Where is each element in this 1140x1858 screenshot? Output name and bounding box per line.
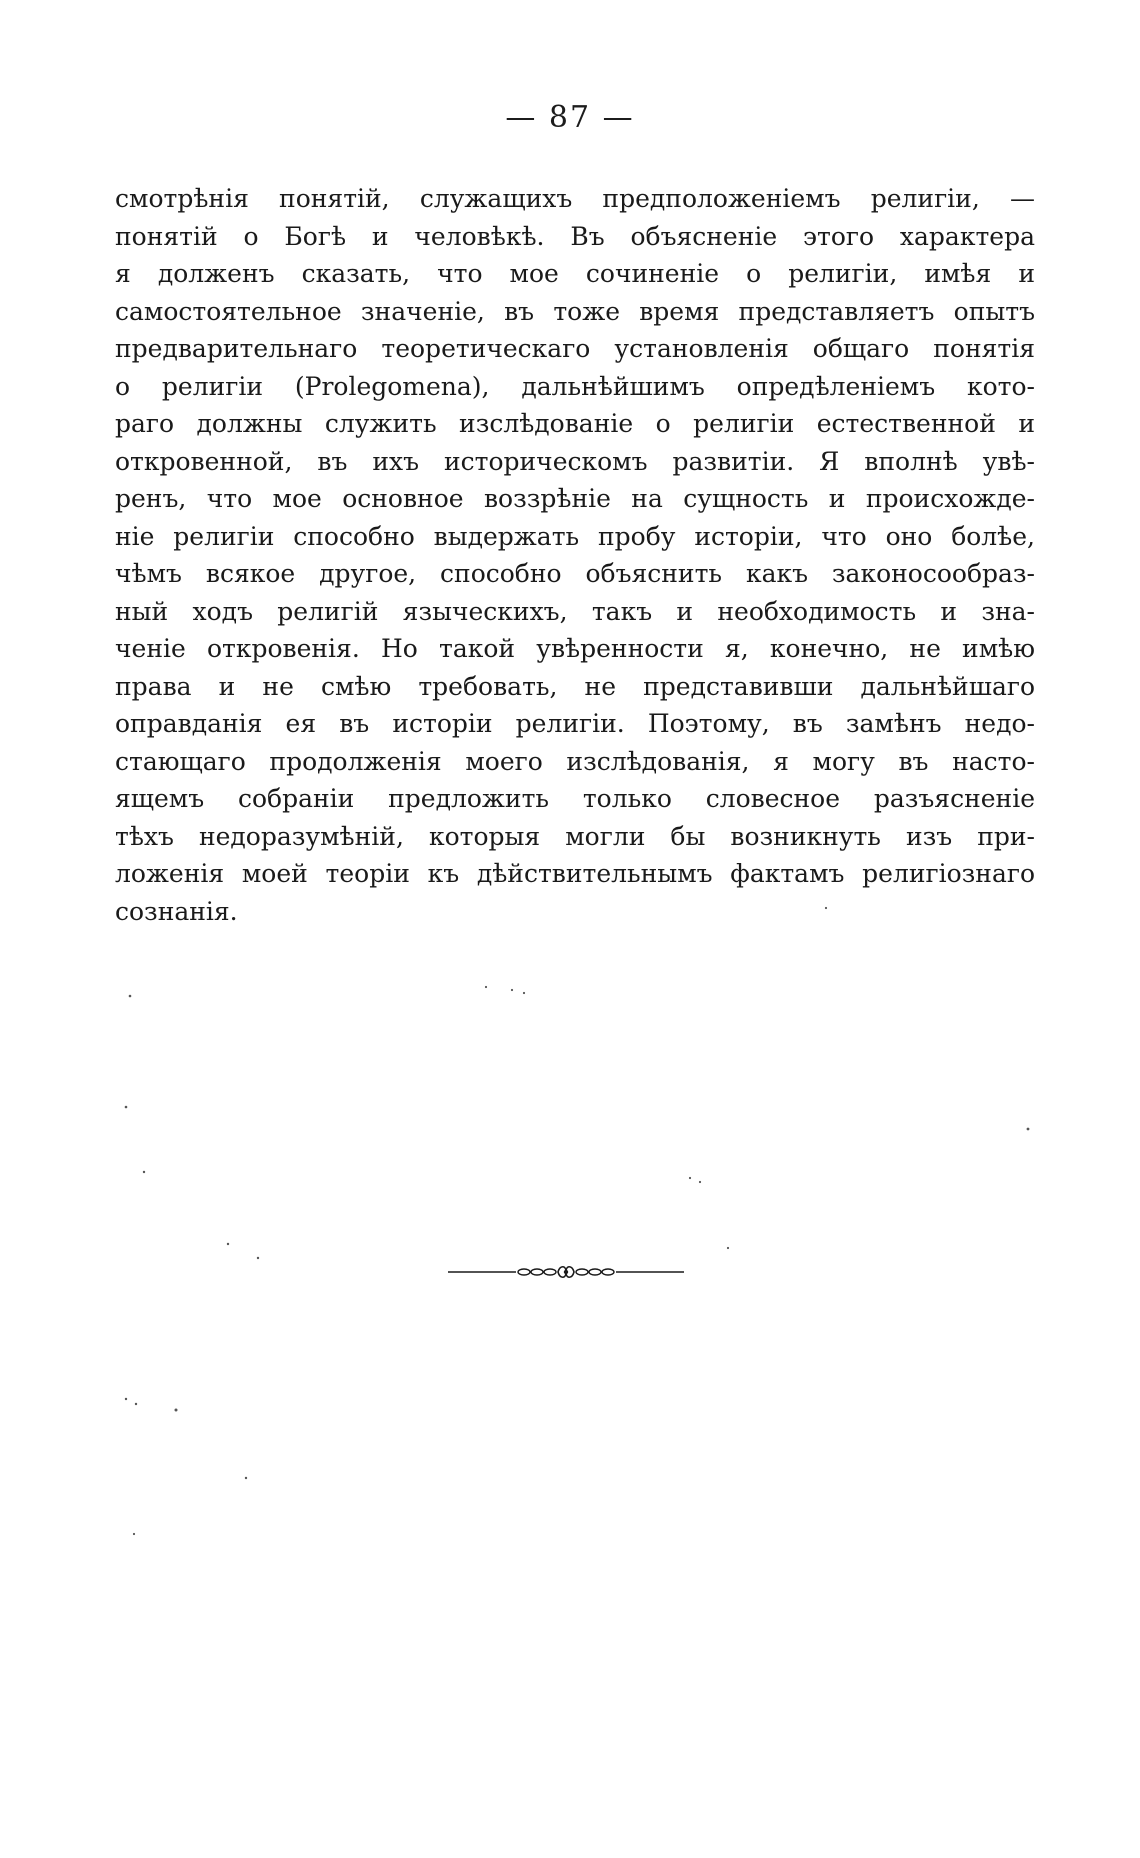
body-paragraph <box>115 180 1035 930</box>
text-line: права и не смѣю требовать, не представивши дальнѣйшаго <box>115 671 1035 701</box>
text-line: понятій о Богѣ и человѣкѣ. Въ объясненіе этого характера <box>115 221 1035 251</box>
ornamental-divider-icon <box>446 1262 686 1282</box>
text-line: предварительнаго теоретическаго установленія общаго понятія <box>115 334 1035 363</box>
text-line: ченіе откровенія. Но такой увѣренности я, конечно, не имѣю <box>115 634 1035 663</box>
text-line: чѣмъ всякое другое, способно объяснить какъ законосообраз- <box>115 559 1035 588</box>
text-line: о религіи (Prolegomena), дальнѣйшимъ опредѣленіемъ кото- <box>115 371 1035 401</box>
text-line: смотрѣнія понятій, служащихъ предположеніемъ религіи, — <box>115 184 1035 213</box>
text-line: я долженъ сказать, что мое сочиненіе о религіи, имѣя и <box>115 259 1035 288</box>
text-line: тѣхъ недоразумѣній, которыя могли бы возникнуть изъ при- <box>115 821 1035 851</box>
text-line: откровенной, въ ихъ историческомъ развитіи. Я вполнѣ увѣ- <box>115 446 1035 476</box>
text-line: самостоятельное значеніе, въ тоже время представляетъ опытъ <box>115 296 1035 326</box>
text-line: ный ходъ религій языческихъ, такъ и необходимость и зна- <box>115 596 1035 626</box>
text-line: ящемъ собраніи предложить только словесное разъясненіе <box>115 784 1035 813</box>
text-line: оправданія ея въ исторіи религіи. Поэтому, въ замѣнъ недо- <box>115 709 1035 738</box>
text-line: ніе религіи способно выдержать пробу исторіи, что оно болѣе, <box>115 521 1035 551</box>
text-line: ренъ, что мое основное воззрѣніе на сущность и происхожде- <box>115 484 1035 513</box>
page-number: — 87 — <box>505 100 635 135</box>
text-line: ложенія моей теоріи къ дѣйствительнымъ фактамъ религіознаго <box>115 859 1035 888</box>
text-line: стающаго продолженія моего изслѣдованія, я могу въ насто- <box>115 746 1035 776</box>
text-line-last: сознанія. <box>115 896 238 926</box>
text-line: раго должны служить изслѣдованіе о религіи естественной и <box>115 409 1035 438</box>
